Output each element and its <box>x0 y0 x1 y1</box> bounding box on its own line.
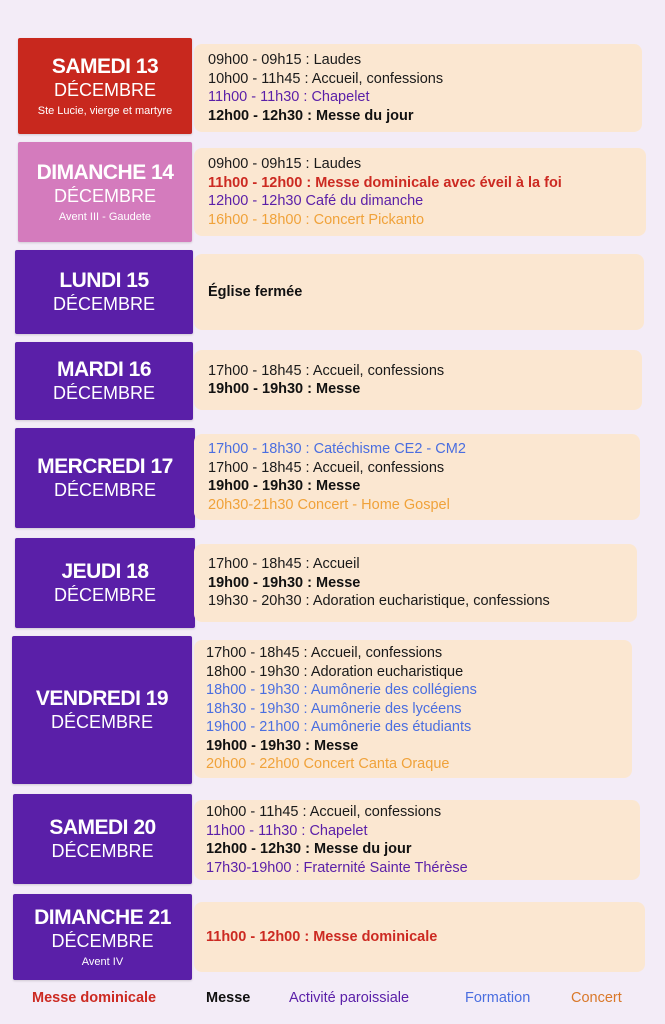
schedule-line: 17h00 - 18h45 : Accueil, confessions <box>208 459 445 476</box>
day-name: SAMEDI 13 <box>51 55 159 78</box>
schedule-line: 19h30 - 20h30 : Adoration eucharistique, confessions <box>208 593 550 610</box>
day-header-mardi-16 <box>15 342 193 420</box>
day-month: DÉCEMBRE <box>53 80 156 100</box>
schedule-line: 19h00 - 21h00 : Aumônerie des étudiants <box>206 719 472 736</box>
schedule-line: 12h00 - 12h30 : Messe du jour <box>206 841 412 857</box>
schedule-line: 17h30-19h00 : Fraternité Sainte Thérèse <box>206 859 468 876</box>
schedule-line: 18h00 - 19h30 : Aumônerie des collégiens <box>206 682 477 699</box>
day-header-dimanche-21 <box>13 894 192 980</box>
day-schedule-panel <box>194 544 637 622</box>
schedule-line: 12h00 - 12h30 Café du dimanche <box>208 193 424 209</box>
day-month: DÉCEMBRE <box>53 585 156 605</box>
schedule-line: Église fermée <box>208 283 303 300</box>
day-schedule-panel <box>194 254 644 330</box>
schedule-line: 11h00 - 12h00 : Messe dominicale avec éveil à la foi <box>208 174 562 191</box>
schedule-line: 11h00 - 12h00 : Messe dominicale <box>206 928 438 945</box>
day-header-mercredi-17 <box>15 428 195 528</box>
day-subtitle: Ste Lucie, vierge et martyre <box>37 105 173 117</box>
legend-concert: Concert <box>571 990 622 1006</box>
day-header-jeudi-18 <box>15 538 195 628</box>
schedule-line: 11h00 - 11h30 : Chapelet <box>208 89 370 105</box>
day-month: DÉCEMBRE <box>51 841 154 861</box>
schedule-line: 17h00 - 18h30 : Catéchisme CE2 - CM2 <box>208 441 466 457</box>
day-schedule-panel <box>194 640 632 778</box>
schedule-line: 19h00 - 19h30 : Messe <box>208 478 361 494</box>
legend-activite-paroissiale: Activité paroissiale <box>289 990 410 1006</box>
schedule-line: 16h00 - 18h00 : Concert Pickanto <box>208 211 425 228</box>
schedule-line: 11h00 - 11h30 : Chapelet <box>206 822 368 839</box>
day-schedule-panel <box>194 800 640 880</box>
legend-messe-dominicale: Messe dominicale <box>32 990 157 1006</box>
day-header-lundi-15 <box>15 250 193 334</box>
day-header-vendredi-19 <box>12 636 192 784</box>
schedule-line: 17h00 - 18h45 : Accueil <box>208 556 360 573</box>
day-month: DÉCEMBRE <box>53 186 156 206</box>
day-name: MERCREDI 17 <box>37 455 173 478</box>
schedule-line: 18h00 - 19h30 : Adoration eucharistique <box>206 663 464 680</box>
day-subtitle: Avent IV <box>81 956 124 968</box>
day-name: VENDREDI 19 <box>35 687 169 710</box>
schedule-line: 10h00 - 11h45 : Accueil, confessions <box>208 70 444 87</box>
day-schedule-panel <box>194 902 645 972</box>
legend-messe: Messe <box>206 990 251 1006</box>
day-subtitle: Avent III - Gaudete <box>58 211 152 223</box>
schedule-line: 20h00 - 22h00 Concert Canta Oraque <box>206 756 450 773</box>
day-header-samedi-20 <box>13 794 192 884</box>
schedule-line: 12h00 - 12h30 : Messe du jour <box>208 107 414 124</box>
day-month: DÉCEMBRE <box>50 712 153 732</box>
schedule-line: 17h00 - 18h45 : Accueil, confessions <box>206 645 443 662</box>
schedule-line: 09h00 - 09h15 : Laudes <box>208 156 362 172</box>
day-name: JEUDI 18 <box>61 560 149 583</box>
schedule-line: 20h30-21h30 Concert - Home Gospel <box>208 496 450 513</box>
day-schedule-panel <box>194 44 642 132</box>
day-name: MARDI 16 <box>56 358 152 381</box>
day-header-samedi-13 <box>18 38 192 134</box>
schedule-line: 17h00 - 18h45 : Accueil, confessions <box>208 362 445 379</box>
day-name: DIMANCHE 14 <box>36 161 174 184</box>
day-header-dimanche-14 <box>18 142 192 242</box>
schedule-line: 19h00 - 19h30 : Messe <box>208 381 361 397</box>
day-schedule-panel <box>194 434 640 520</box>
day-month: DÉCEMBRE <box>52 383 155 403</box>
day-schedule-panel <box>194 350 642 410</box>
schedule-line: 09h00 - 09h15 : Laudes <box>208 52 362 68</box>
schedule-line: 18h30 - 19h30 : Aumônerie des lycéens <box>206 700 462 717</box>
day-schedule-panel <box>194 148 646 236</box>
day-month: DÉCEMBRE <box>52 294 155 314</box>
day-name: DIMANCHE 21 <box>34 906 171 929</box>
day-name: LUNDI 15 <box>59 269 149 292</box>
day-name: SAMEDI 20 <box>49 816 156 839</box>
schedule-line: 19h00 - 19h30 : Messe <box>208 574 361 591</box>
schedule-line: 10h00 - 11h45 : Accueil, confessions <box>206 804 442 820</box>
day-month: DÉCEMBRE <box>53 480 156 500</box>
day-month: DÉCEMBRE <box>51 931 154 951</box>
legend-formation: Formation <box>465 990 531 1006</box>
schedule-line: 19h00 - 19h30 : Messe <box>206 737 359 754</box>
